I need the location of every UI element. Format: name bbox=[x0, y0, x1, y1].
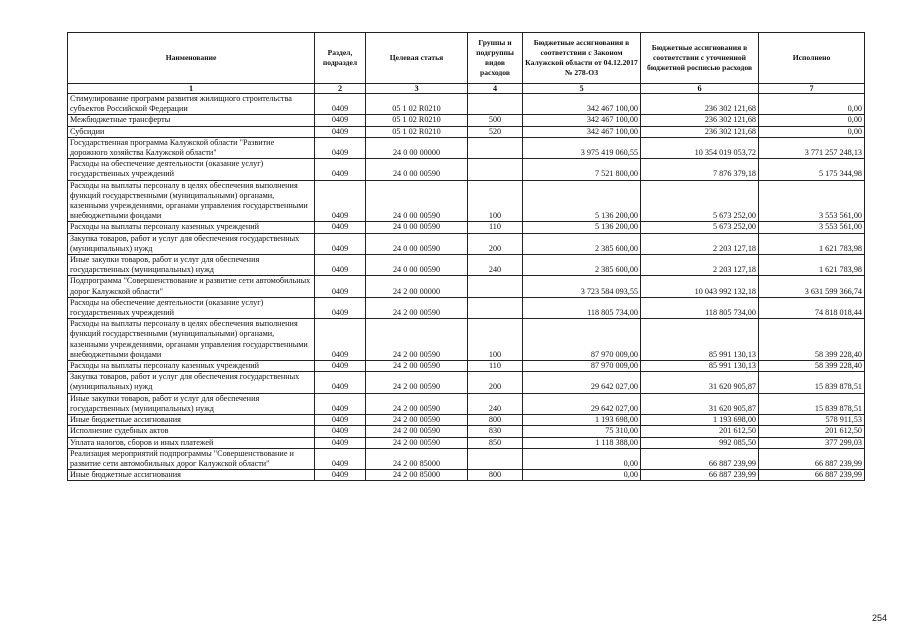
row-name: Расходы на выплаты персоналу в целях обеспечения выполнения функций государственными (муниципальными) органами, казенными учреждениями, органами управления государственными внебюджетными фондами bbox=[68, 319, 315, 361]
header-group: Группы и подгруппы видов расходов bbox=[468, 33, 523, 84]
table-row bbox=[68, 159, 865, 180]
row-target: 24 2 00 00000 bbox=[366, 276, 468, 297]
row-name: Закупка товаров, работ и услуг для обеспечения государственных (муниципальных) нужд bbox=[68, 372, 315, 393]
table-row bbox=[68, 255, 865, 276]
row-name: Стимулирование программ развития жилищного строительства субъектов Российской Федерации bbox=[68, 94, 315, 115]
row-section: 0409 bbox=[315, 426, 366, 437]
row-section: 0409 bbox=[315, 437, 366, 448]
table-row bbox=[68, 319, 865, 361]
table-row bbox=[68, 393, 865, 414]
row-section: 0409 bbox=[315, 361, 366, 372]
row-group: 850 bbox=[468, 437, 523, 448]
table-row bbox=[68, 233, 865, 254]
row-refined-amount: 5 673 252,00 bbox=[641, 222, 759, 233]
row-name: Уплата налогов, сборов и иных платежей bbox=[68, 437, 315, 448]
row-executed-amount: 66 887 239,99 bbox=[759, 470, 865, 481]
row-section: 0409 bbox=[315, 255, 366, 276]
row-group: 800 bbox=[468, 470, 523, 481]
row-target: 24 2 00 00590 bbox=[366, 437, 468, 448]
row-name: Расходы на выплаты персоналу в целях обеспечения выполнения функций государственными (муниципальными) органами, казенными учреждениями, органами управления государственными внебюджетными фондами bbox=[68, 180, 315, 222]
row-refined-amount: 236 302 121,68 bbox=[641, 94, 759, 115]
row-section: 0409 bbox=[315, 448, 366, 469]
row-law-amount: 342 467 100,00 bbox=[523, 115, 641, 126]
row-target: 24 2 00 00590 bbox=[366, 361, 468, 372]
row-law-amount: 87 970 009,00 bbox=[523, 319, 641, 361]
row-refined-amount: 2 203 127,18 bbox=[641, 255, 759, 276]
row-group: 520 bbox=[468, 126, 523, 137]
row-target: 24 0 00 00590 bbox=[366, 255, 468, 276]
row-target: 24 2 00 00590 bbox=[366, 393, 468, 414]
row-executed-amount: 58 399 228,40 bbox=[759, 361, 865, 372]
row-target: 24 2 00 00590 bbox=[366, 319, 468, 361]
row-executed-amount: 1 621 783,98 bbox=[759, 255, 865, 276]
column-number: 1 bbox=[68, 84, 315, 94]
row-target: 24 0 00 00590 bbox=[366, 159, 468, 180]
row-name: Иные бюджетные ассигнования bbox=[68, 470, 315, 481]
row-target: 24 0 00 00000 bbox=[366, 137, 468, 158]
row-executed-amount: 0,00 bbox=[759, 115, 865, 126]
row-target: 24 2 00 85000 bbox=[366, 470, 468, 481]
row-name: Расходы на выплаты персоналу казенных учреждений bbox=[68, 361, 315, 372]
row-name: Расходы на выплаты персоналу казенных учреждений bbox=[68, 222, 315, 233]
row-executed-amount: 3 553 561,00 bbox=[759, 222, 865, 233]
row-section: 0409 bbox=[315, 297, 366, 318]
row-group: 100 bbox=[468, 319, 523, 361]
row-law-amount: 29 642 027,00 bbox=[523, 372, 641, 393]
row-refined-amount: 118 805 734,00 bbox=[641, 297, 759, 318]
row-executed-amount: 3 631 599 366,74 bbox=[759, 276, 865, 297]
table-row bbox=[68, 448, 865, 469]
row-section: 0409 bbox=[315, 233, 366, 254]
row-group: 100 bbox=[468, 180, 523, 222]
row-law-amount: 342 467 100,00 bbox=[523, 94, 641, 115]
row-refined-amount: 10 354 019 053,72 bbox=[641, 137, 759, 158]
row-target: 24 0 00 00590 bbox=[366, 233, 468, 254]
row-executed-amount: 74 818 018,44 bbox=[759, 297, 865, 318]
row-target: 24 2 00 00590 bbox=[366, 297, 468, 318]
header-section: Раздел, подраздел bbox=[315, 33, 366, 84]
row-law-amount: 118 805 734,00 bbox=[523, 297, 641, 318]
table-row bbox=[68, 415, 865, 426]
row-law-amount: 2 385 600,00 bbox=[523, 233, 641, 254]
header-target: Целевая статья bbox=[366, 33, 468, 84]
row-executed-amount: 0,00 bbox=[759, 126, 865, 137]
row-refined-amount: 236 302 121,68 bbox=[641, 126, 759, 137]
row-refined-amount: 5 673 252,00 bbox=[641, 180, 759, 222]
row-group bbox=[468, 94, 523, 115]
table-row bbox=[68, 372, 865, 393]
row-section: 0409 bbox=[315, 222, 366, 233]
row-name: Субсидии bbox=[68, 126, 315, 137]
row-group bbox=[468, 276, 523, 297]
row-group: 240 bbox=[468, 393, 523, 414]
row-section: 0409 bbox=[315, 115, 366, 126]
row-target: 05 1 02 R0210 bbox=[366, 115, 468, 126]
row-group: 200 bbox=[468, 372, 523, 393]
table-row bbox=[68, 276, 865, 297]
row-section: 0409 bbox=[315, 180, 366, 222]
row-section: 0409 bbox=[315, 94, 366, 115]
column-number-row bbox=[68, 84, 865, 94]
row-law-amount: 2 385 600,00 bbox=[523, 255, 641, 276]
row-refined-amount: 10 043 992 132,18 bbox=[641, 276, 759, 297]
row-group: 830 bbox=[468, 426, 523, 437]
row-target: 24 2 00 00590 bbox=[366, 372, 468, 393]
header-name: Наименование bbox=[68, 33, 315, 84]
table-row bbox=[68, 437, 865, 448]
column-number: 6 bbox=[641, 84, 759, 94]
row-executed-amount: 1 621 783,98 bbox=[759, 233, 865, 254]
budget-table bbox=[67, 32, 865, 481]
row-law-amount: 0,00 bbox=[523, 470, 641, 481]
row-law-amount: 3 723 584 093,55 bbox=[523, 276, 641, 297]
row-refined-amount: 85 991 130,13 bbox=[641, 319, 759, 361]
row-law-amount: 1 118 388,00 bbox=[523, 437, 641, 448]
row-executed-amount: 15 839 878,51 bbox=[759, 393, 865, 414]
row-executed-amount: 5 175 344,98 bbox=[759, 159, 865, 180]
header-law: Бюджетные ассигнования в соответствии с Законом Калужской области от 04.12.2017 № 278-ОЗ bbox=[523, 33, 641, 84]
row-target: 05 1 02 R0210 bbox=[366, 126, 468, 137]
row-executed-amount: 578 911,53 bbox=[759, 415, 865, 426]
row-law-amount: 75 310,00 bbox=[523, 426, 641, 437]
row-refined-amount: 7 876 379,18 bbox=[641, 159, 759, 180]
table-row bbox=[68, 126, 865, 137]
row-refined-amount: 236 302 121,68 bbox=[641, 115, 759, 126]
row-group: 240 bbox=[468, 255, 523, 276]
row-refined-amount: 2 203 127,18 bbox=[641, 233, 759, 254]
row-group: 800 bbox=[468, 415, 523, 426]
row-refined-amount: 992 085,50 bbox=[641, 437, 759, 448]
row-group bbox=[468, 159, 523, 180]
row-refined-amount: 31 620 905,87 bbox=[641, 393, 759, 414]
row-name: Иные закупки товаров, работ и услуг для обеспечения государственных (муниципальных) нужд bbox=[68, 393, 315, 414]
row-name: Государственная программа Калужской области "Развитие дорожного хозяйства Калужской области" bbox=[68, 137, 315, 158]
table-row bbox=[68, 115, 865, 126]
row-name: Закупка товаров, работ и услуг для обеспечения государственных (муниципальных) нужд bbox=[68, 233, 315, 254]
row-refined-amount: 85 991 130,13 bbox=[641, 361, 759, 372]
column-number: 2 bbox=[315, 84, 366, 94]
column-number: 7 bbox=[759, 84, 865, 94]
row-name: Расходы на обеспечение деятельности (оказание услуг) государственных учреждений bbox=[68, 297, 315, 318]
row-name: Межбюджетные трансферты bbox=[68, 115, 315, 126]
row-name: Подпрограмма "Совершенствование и развитие сети автомобильных дорог Калужской области" bbox=[68, 276, 315, 297]
column-number: 3 bbox=[366, 84, 468, 94]
column-number: 4 bbox=[468, 84, 523, 94]
row-target: 24 0 00 00590 bbox=[366, 180, 468, 222]
row-section: 0409 bbox=[315, 470, 366, 481]
row-law-amount: 87 970 009,00 bbox=[523, 361, 641, 372]
row-executed-amount: 0,00 bbox=[759, 94, 865, 115]
header-done: Исполнено bbox=[759, 33, 865, 84]
row-law-amount: 0,00 bbox=[523, 448, 641, 469]
row-executed-amount: 66 887 239,99 bbox=[759, 448, 865, 469]
row-section: 0409 bbox=[315, 159, 366, 180]
row-refined-amount: 1 193 698,00 bbox=[641, 415, 759, 426]
row-executed-amount: 3 553 561,00 bbox=[759, 180, 865, 222]
row-section: 0409 bbox=[315, 137, 366, 158]
row-refined-amount: 66 887 239,99 bbox=[641, 470, 759, 481]
page-number: 254 bbox=[872, 613, 888, 623]
header-refined: Бюджетные ассигнования в соответствии с уточненной бюджетной росписью расходов bbox=[641, 33, 759, 84]
row-group: 110 bbox=[468, 222, 523, 233]
row-name: Реализация мероприятий подпрограммы "Совершенствование и развитие сети автомобильных дорог Калужской области" bbox=[68, 448, 315, 469]
table-row bbox=[68, 470, 865, 481]
row-law-amount: 342 467 100,00 bbox=[523, 126, 641, 137]
row-group bbox=[468, 448, 523, 469]
row-section: 0409 bbox=[315, 276, 366, 297]
row-executed-amount: 377 299,03 bbox=[759, 437, 865, 448]
table-row bbox=[68, 222, 865, 233]
row-law-amount: 3 975 419 060,55 bbox=[523, 137, 641, 158]
row-law-amount: 5 136 200,00 bbox=[523, 222, 641, 233]
row-law-amount: 7 521 800,00 bbox=[523, 159, 641, 180]
table-row bbox=[68, 361, 865, 372]
row-executed-amount: 58 399 228,40 bbox=[759, 319, 865, 361]
table-row bbox=[68, 94, 865, 115]
row-target: 05 1 02 R0210 bbox=[366, 94, 468, 115]
row-group bbox=[468, 137, 523, 158]
row-refined-amount: 66 887 239,99 bbox=[641, 448, 759, 469]
column-number: 5 bbox=[523, 84, 641, 94]
row-law-amount: 1 193 698,00 bbox=[523, 415, 641, 426]
row-group bbox=[468, 297, 523, 318]
row-law-amount: 5 136 200,00 bbox=[523, 180, 641, 222]
row-section: 0409 bbox=[315, 415, 366, 426]
row-refined-amount: 201 612,50 bbox=[641, 426, 759, 437]
row-target: 24 0 00 00590 bbox=[366, 222, 468, 233]
table-row bbox=[68, 137, 865, 158]
table-row bbox=[68, 297, 865, 318]
row-refined-amount: 31 620 905,87 bbox=[641, 372, 759, 393]
row-target: 24 2 00 85000 bbox=[366, 448, 468, 469]
row-section: 0409 bbox=[315, 393, 366, 414]
row-executed-amount: 15 839 878,51 bbox=[759, 372, 865, 393]
row-target: 24 2 00 00590 bbox=[366, 415, 468, 426]
row-section: 0409 bbox=[315, 319, 366, 361]
row-group: 200 bbox=[468, 233, 523, 254]
row-name: Исполнение судебных актов bbox=[68, 426, 315, 437]
row-law-amount: 29 642 027,00 bbox=[523, 393, 641, 414]
header-row bbox=[68, 33, 865, 84]
row-name: Расходы на обеспечение деятельности (оказание услуг) государственных учреждений bbox=[68, 159, 315, 180]
row-group: 500 bbox=[468, 115, 523, 126]
row-executed-amount: 201 612,50 bbox=[759, 426, 865, 437]
table-row bbox=[68, 426, 865, 437]
row-group: 110 bbox=[468, 361, 523, 372]
row-section: 0409 bbox=[315, 126, 366, 137]
row-name: Иные закупки товаров, работ и услуг для обеспечения государственных (муниципальных) нужд bbox=[68, 255, 315, 276]
table-row bbox=[68, 180, 865, 222]
row-name: Иные бюджетные ассигнования bbox=[68, 415, 315, 426]
row-section: 0409 bbox=[315, 372, 366, 393]
row-executed-amount: 3 771 257 248,13 bbox=[759, 137, 865, 158]
table-body bbox=[68, 94, 865, 481]
row-target: 24 2 00 00590 bbox=[366, 426, 468, 437]
